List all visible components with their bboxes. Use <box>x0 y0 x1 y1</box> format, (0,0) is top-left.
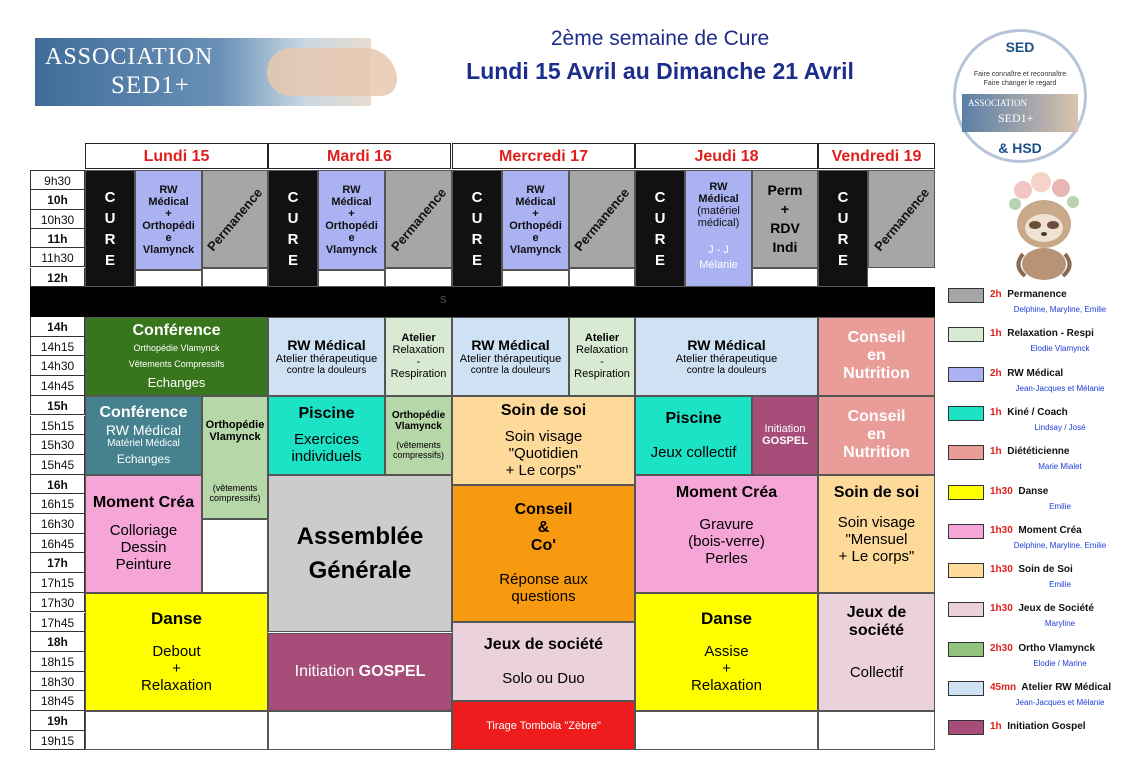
day-header-2: Mardi 16 <box>268 143 451 169</box>
morning-empty-slot <box>135 270 202 287</box>
cell-text: (bois-verre) <box>688 532 765 550</box>
cell-text: Respiration <box>390 368 447 381</box>
legend-label: Initiation Gospel <box>1001 721 1086 733</box>
rw-medical-morning-2 <box>318 170 385 270</box>
time-label: 11h30 <box>30 248 85 267</box>
cell-text: Indi <box>772 239 798 255</box>
time-label: 17h15 <box>30 573 85 593</box>
cell-text: société <box>848 621 905 639</box>
time-label: 14h30 <box>30 356 85 376</box>
piscine-jeudi <box>635 396 752 475</box>
danse-lundi <box>85 593 268 711</box>
morning-empty-slot <box>318 270 385 287</box>
cell-text: Colloriage <box>109 522 178 540</box>
cell-text: Permanence <box>204 184 266 254</box>
cell-text: U <box>104 209 116 227</box>
cure-block-2 <box>268 170 318 287</box>
legend-item <box>990 486 1130 497</box>
cell-text: compressifs) <box>209 492 261 503</box>
cell-text: Atelier thérapeutique <box>459 352 562 365</box>
cell-text: RW Médical <box>687 336 766 353</box>
legend-duration: 2h <box>990 289 1002 300</box>
logo-text-sed: SED1+ <box>111 72 190 99</box>
cell-text: Conférence <box>99 404 188 422</box>
cure-block-5 <box>818 170 868 287</box>
cell-text: Initiation <box>294 662 359 680</box>
legend-duration: 1h <box>990 406 1002 418</box>
legend-swatch <box>948 524 984 539</box>
cell-text: RW <box>342 184 361 196</box>
time-label: 15h15 <box>30 416 85 436</box>
time-label: 12h <box>30 268 85 287</box>
cell-text: Relaxation <box>392 344 445 357</box>
cell-text: Médical <box>148 196 189 208</box>
cell-text: Vlamynck <box>509 244 562 256</box>
time-label: 17h30 <box>30 593 85 613</box>
time-label: 16h <box>30 475 85 495</box>
cell-text: en <box>867 426 886 444</box>
cell-text: GOSPEL <box>762 435 808 448</box>
cell-text: + <box>780 201 790 217</box>
legend-duration: 1h30 <box>990 524 1013 536</box>
cell-text: R <box>654 230 666 248</box>
cure-block-1 <box>85 170 135 287</box>
day-header-3: Mercredi 17 <box>452 143 635 169</box>
legend-swatch <box>948 288 984 303</box>
cell-text: "Quotidien <box>508 444 579 462</box>
legend-label: Relaxation - Respi <box>1001 328 1094 340</box>
conference-ortho <box>85 317 268 396</box>
cell-text: Danse <box>700 609 753 629</box>
cell-text: Conseil <box>847 329 906 347</box>
cell-text: questions <box>511 588 576 606</box>
permanence-block-3 <box>569 170 635 268</box>
cell-text: Moment Créa <box>675 483 778 501</box>
cell-text: Relaxation <box>141 677 212 695</box>
tirage-tombola <box>452 701 635 750</box>
legend-label: Jeux de Société <box>1012 603 1094 615</box>
time-label: 19h <box>30 711 85 731</box>
legend-item <box>990 564 1130 575</box>
cell-text: C <box>471 188 483 206</box>
rw-medical-morning-3 <box>502 170 569 270</box>
lunch-break-band <box>30 287 935 317</box>
cell-text: Collectif <box>849 663 904 681</box>
cell-text: RW Médical <box>105 422 182 439</box>
cell-text: Gravure <box>699 515 754 533</box>
moment-crea-lundi <box>85 475 202 593</box>
cell-text: Piscine <box>665 409 722 427</box>
cure-block-4 <box>635 170 685 287</box>
cell-text: RW <box>159 184 178 196</box>
legend-label: Moment Créa <box>1012 524 1082 536</box>
legend-swatch <box>948 563 984 578</box>
rw-medical-materiel <box>685 170 752 287</box>
time-column-top-border <box>30 170 85 171</box>
time-label: 18h <box>30 632 85 652</box>
conseil-nutrition-1 <box>818 317 935 396</box>
cell-text: RW Médical <box>471 336 550 353</box>
legend-duration: 45mn <box>990 682 1017 693</box>
cell-text: C <box>837 188 849 206</box>
ortho-vlamynck-mardi <box>385 396 452 475</box>
cell-text: (vêtements <box>396 440 441 451</box>
legend-label: RW Médical <box>1001 367 1064 379</box>
rw-medical-atelier-jeudi <box>635 317 818 396</box>
logo-text-association: ASSOCIATION <box>45 44 214 70</box>
assemblee-generale <box>268 475 452 633</box>
legend-swatch <box>948 681 984 696</box>
time-label: 18h30 <box>30 672 85 692</box>
cell-text: Matériel Médical <box>107 438 180 450</box>
empty-slot <box>818 711 935 750</box>
rw-medical-atelier-mercredi <box>452 317 569 396</box>
cell-text: Tirage Tombola "Zèbre" <box>486 719 601 732</box>
time-label: 15h <box>30 396 85 416</box>
cell-text: Exercices <box>293 431 360 449</box>
legend-duration: 1h30 <box>990 485 1013 497</box>
cell-text: R <box>837 230 849 248</box>
cell-text: Vêtements Compressifs <box>128 359 225 370</box>
rw-medical-atelier-mardi <box>268 317 385 396</box>
cell-text: Orthopédi <box>325 220 378 232</box>
legend-item <box>990 407 1130 418</box>
cell-text: Orthopédie Vlamynck <box>391 410 446 433</box>
cell-text: Nutrition <box>843 365 910 383</box>
legend-swatch <box>948 642 984 657</box>
cell-text: Réponse aux <box>499 571 588 589</box>
cell-text: J - J <box>708 244 729 256</box>
cell-text: RW <box>526 184 545 196</box>
page-subtitle: Lundi 15 Avril au Dimanche 21 Avril <box>466 58 854 84</box>
cell-text: C <box>287 188 299 206</box>
cell-text: e <box>165 232 172 244</box>
legend-duration: 1h <box>990 446 1002 458</box>
initiation-gospel-jeudi <box>752 396 818 475</box>
cell-text: compressifs) <box>392 450 444 461</box>
conseil-nutrition-2 <box>818 396 935 475</box>
cell-text: (vêtements <box>212 482 258 493</box>
legend-label: Danse <box>1012 485 1049 497</box>
cell-text: Soin de soi <box>833 483 920 501</box>
rw-medical-morning-1 <box>135 170 202 270</box>
legend-label: Kiné / Coach <box>1001 406 1068 418</box>
cell-text: Moment Créa <box>92 494 195 512</box>
legend-item <box>990 446 1130 457</box>
legend-swatch <box>948 367 984 382</box>
cell-text: Nutrition <box>843 444 910 462</box>
cell-text: C <box>654 188 666 206</box>
legend-label: Ortho Vlamynck <box>1012 642 1096 654</box>
cell-text: Conseil <box>847 408 906 426</box>
legend-item <box>990 603 1130 614</box>
time-label: 9h30 <box>30 171 85 190</box>
cell-text: Jeux collectif <box>650 443 737 461</box>
soin-de-soi-mercredi <box>452 396 635 485</box>
time-label: 16h15 <box>30 494 85 514</box>
cell-text: U <box>837 209 849 227</box>
legend-people: Elodie Vlamynck <box>1030 344 1090 354</box>
cell-text: e <box>532 232 539 244</box>
cell-text: "Mensuel <box>845 530 908 548</box>
cell-text: + <box>172 660 181 678</box>
cell-text: + <box>348 208 355 220</box>
association-logo <box>35 38 371 106</box>
cell-text: Orthopédie Vlamynck <box>205 418 265 443</box>
cell-text: Orthopédi <box>509 220 562 232</box>
atelier-relaxation-mardi <box>385 317 452 396</box>
cell-text: E <box>471 251 482 269</box>
cell-text: Perm <box>767 182 803 198</box>
time-label: 16h30 <box>30 514 85 534</box>
time-label: 14h15 <box>30 337 85 357</box>
time-label: 15h45 <box>30 455 85 475</box>
cell-text: Soin de soi <box>500 401 587 419</box>
legend-swatch <box>948 485 984 500</box>
cell-text: Jeux de <box>846 603 907 621</box>
morning-empty-slot <box>502 270 569 287</box>
cell-text: Perles <box>705 549 748 567</box>
time-label: 10h30 <box>30 210 85 229</box>
lunch-mark: S <box>440 295 447 306</box>
cell-text: E <box>837 251 848 269</box>
legend-duration: 2h30 <box>990 642 1013 654</box>
legend-label: Diététicienne <box>1001 446 1070 458</box>
empty-slot <box>202 519 268 593</box>
permanence-block-5 <box>868 170 935 268</box>
legend-item <box>990 682 1130 693</box>
legend-people: Delphine, Maryline, Emilie <box>1013 540 1107 550</box>
cell-text: R <box>287 230 299 248</box>
time-label: 17h45 <box>30 613 85 633</box>
cell-text: U <box>471 209 483 227</box>
cell-text: contre la douleurs <box>470 364 551 376</box>
legend-item <box>990 289 1130 300</box>
permanence-block-2 <box>385 170 452 268</box>
legend-label: Permanence <box>1001 289 1067 300</box>
cell-text: contre la douleurs <box>686 364 767 376</box>
legend-people: Maryline <box>1044 619 1076 629</box>
cell-text: E <box>104 251 115 269</box>
cell-text: Soin visage <box>837 513 916 531</box>
legend-people: Jean-Jacques et Mélanie <box>1015 698 1105 707</box>
time-label: 14h <box>30 317 85 337</box>
moment-crea-jeudi <box>635 475 818 593</box>
time-label: 14h45 <box>30 376 85 396</box>
cell-text: + Le corps" <box>838 547 915 565</box>
time-label: 18h15 <box>30 652 85 672</box>
cell-text: Atelier thérapeutique <box>675 352 778 365</box>
danse-jeudi <box>635 593 818 711</box>
legend-swatch <box>948 327 984 342</box>
cell-text: Générale <box>308 556 412 584</box>
legend-people: Lindsay / José <box>1034 422 1086 432</box>
cell-text: U <box>287 209 299 227</box>
morning-empty-slot <box>569 268 635 287</box>
cell-text: Co' <box>530 537 557 555</box>
legend-label: Atelier RW Médical <box>1016 682 1112 693</box>
time-label: 19h15 <box>30 731 85 751</box>
empty-slot <box>268 711 452 750</box>
legend-label: Soin de Soi <box>1012 564 1073 576</box>
ortho-vlamynck-lundi <box>202 396 268 519</box>
legend-people: Jean-Jacques et Mélanie <box>1015 383 1105 393</box>
cell-text: Piscine <box>298 405 355 423</box>
cell-text: - <box>600 356 604 369</box>
cell-text: Relaxation <box>691 677 762 695</box>
cell-text: Orthopédi <box>142 220 195 232</box>
cell-text: RW <box>709 181 728 193</box>
legend-duration: 2h <box>990 367 1002 379</box>
legend-people: Emilie <box>1049 580 1071 590</box>
soin-de-soi-vendredi <box>818 475 935 593</box>
cell-text: Initiation <box>764 423 806 436</box>
cell-text: Danse <box>150 609 203 629</box>
cell-text: Echanges <box>147 375 206 391</box>
cell-text: Solo ou Duo <box>502 670 585 688</box>
time-label: 18h45 <box>30 691 85 711</box>
cell-text: Conseil <box>514 501 573 519</box>
cell-text: - <box>416 356 421 369</box>
cell-text: Médical <box>515 196 556 208</box>
cell-text: Atelier <box>584 332 620 345</box>
cell-text: Atelier <box>401 332 436 345</box>
piscine-mardi <box>268 396 385 475</box>
legend-swatch <box>948 445 984 460</box>
cell-text: + Le corps" <box>505 461 582 479</box>
cell-text: Dessin <box>120 539 167 557</box>
legend-swatch <box>948 406 984 421</box>
cell-text: Permanence <box>571 184 633 254</box>
cell-text: R <box>471 230 483 248</box>
legend-people: Delphine, Maryline, Emilie <box>1013 305 1107 314</box>
legend-item <box>990 643 1130 654</box>
cell-text: + <box>722 660 731 678</box>
legend-people: Emilie <box>1049 501 1071 511</box>
cell-text: Soin visage <box>504 427 583 445</box>
cell-text: Vlamynck <box>142 244 195 256</box>
cell-text: + <box>532 208 539 220</box>
permanence-block-1 <box>202 170 268 268</box>
legend-item <box>990 721 1130 732</box>
page-title: 2ème semaine de Cure <box>550 27 770 50</box>
morning-empty-slot <box>752 268 818 287</box>
atelier-relaxation-mercredi <box>569 317 635 396</box>
legend-item <box>990 368 1130 379</box>
cell-text: Permanence <box>387 184 450 254</box>
cure-block-3 <box>452 170 502 287</box>
cell-text: Echanges <box>116 452 171 467</box>
time-label: 11h <box>30 229 85 248</box>
legend-duration: 1h30 <box>990 564 1013 576</box>
cell-text: contre la douleurs <box>286 364 367 376</box>
cell-text: Assise <box>704 643 749 661</box>
legend-people: Marie Mialet <box>1038 462 1082 472</box>
cell-text: Permanence <box>870 184 933 254</box>
jeux-de-societe-vendredi <box>818 593 935 711</box>
cell-text: Médical <box>698 193 739 205</box>
day-header-5: Vendredi 19 <box>818 143 935 169</box>
sloth-illustration <box>1003 172 1085 282</box>
conseil-et-co <box>452 485 635 623</box>
cell-text: Atelier thérapeutique <box>275 352 378 365</box>
cell-text: RW Médical <box>287 336 366 353</box>
time-label: 10h <box>30 190 85 209</box>
cell-text: Vlamynck <box>325 244 378 256</box>
cell-text: R <box>104 230 116 248</box>
day-header-1: Lundi 15 <box>85 143 268 169</box>
cell-text: en <box>867 347 886 365</box>
cell-text: médical) <box>697 217 740 229</box>
cell-text: Relaxation <box>576 344 628 357</box>
cell-text: C <box>104 188 116 206</box>
day-header-4: Jeudi 18 <box>635 143 818 169</box>
sed-hsd-seal: SED Faire connaître et reconnaître Faire changer le regard ASSOCIATION SED1+ & HSD <box>953 29 1087 163</box>
cell-text: (matériel <box>697 205 740 217</box>
cell-text: Respiration <box>574 368 630 381</box>
time-label: 16h45 <box>30 534 85 554</box>
morning-empty-slot <box>385 268 452 287</box>
cell-text: & <box>537 519 550 537</box>
cell-text: Mélanie <box>699 259 738 271</box>
cell-text: Conférence <box>132 322 221 340</box>
initiation-gospel-mardi <box>268 633 452 712</box>
legend-swatch <box>948 720 984 735</box>
cell-text: U <box>654 209 666 227</box>
cell-text: Peinture <box>115 556 172 574</box>
time-label: 15h30 <box>30 435 85 455</box>
baby-hand-image <box>267 48 397 96</box>
legend-swatch <box>948 602 984 617</box>
conference-rw-medical <box>85 396 202 475</box>
cell-text: Debout <box>152 643 201 661</box>
empty-slot <box>85 711 268 750</box>
jeux-de-societe-mercredi <box>452 622 635 701</box>
legend-duration: 1h30 <box>990 603 1013 615</box>
morning-empty-slot <box>202 268 268 287</box>
time-label: 17h <box>30 553 85 573</box>
cell-text: E <box>287 251 298 269</box>
legend-item <box>990 328 1130 339</box>
legend-duration: 1h <box>990 721 1002 733</box>
perm-rdv-block <box>752 170 818 268</box>
legend-people: Elodie / Marine <box>1033 658 1087 668</box>
legend-item <box>990 525 1130 536</box>
cell-text: GOSPEL <box>358 662 426 680</box>
cell-text: RDV <box>770 220 800 236</box>
cell-text: + <box>165 208 172 220</box>
cell-text: Jeux de société <box>483 636 604 654</box>
cell-text: E <box>654 251 665 269</box>
cell-text: individuels <box>291 448 362 466</box>
cell-text: Médical <box>331 196 372 208</box>
legend-duration: 1h <box>990 328 1002 340</box>
empty-slot <box>635 711 818 750</box>
cell-text: e <box>348 232 355 244</box>
cell-text: Assemblée <box>296 522 424 550</box>
cell-text: Orthopédie Vlamynck <box>133 343 220 354</box>
